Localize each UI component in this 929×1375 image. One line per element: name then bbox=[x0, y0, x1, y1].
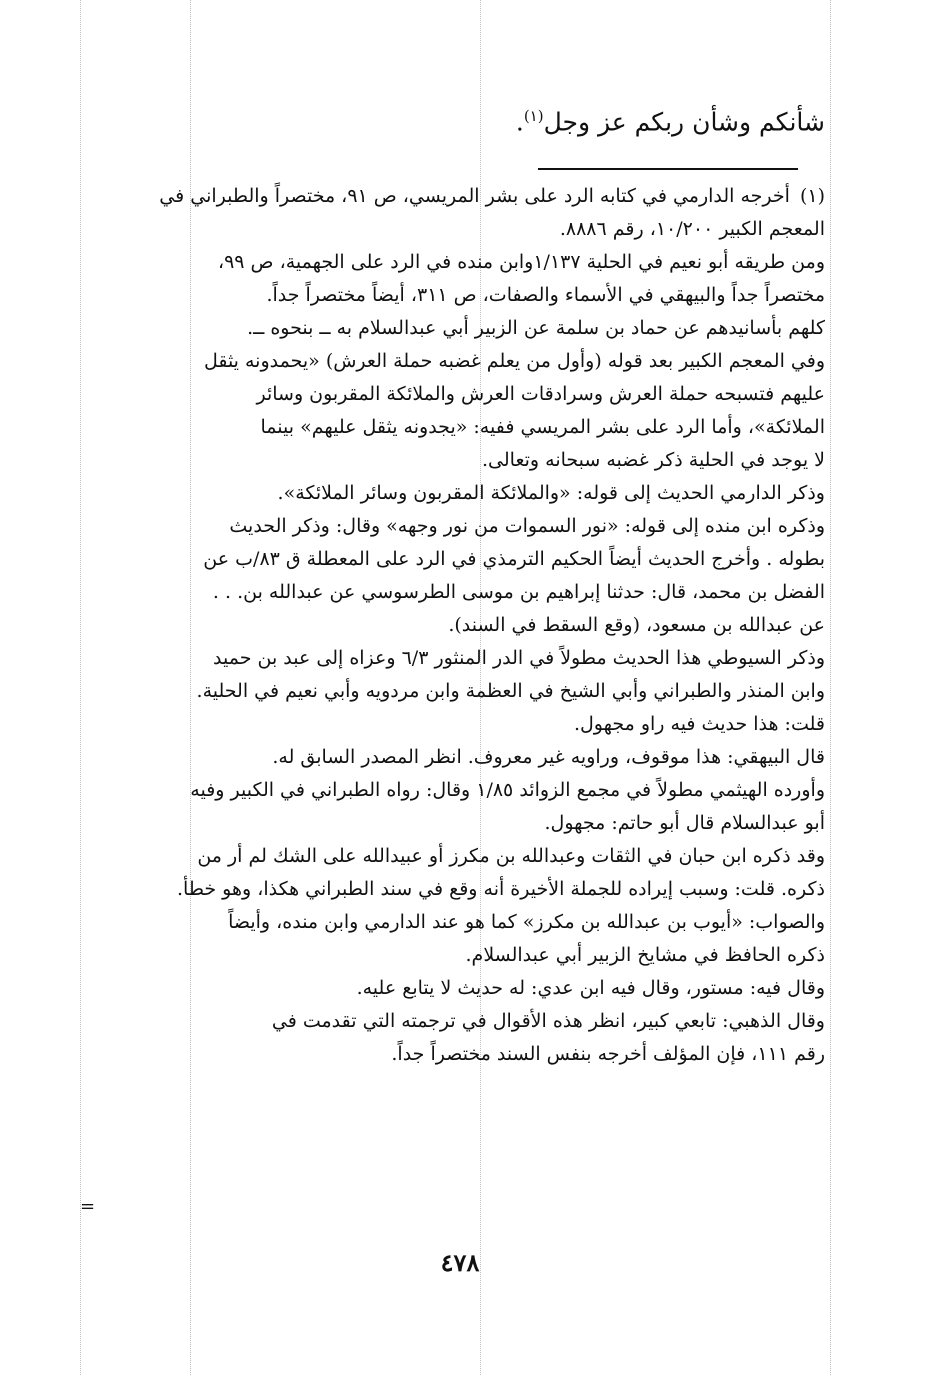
footnote-line: وقال الذهبي: تابعي كبير، انظر هذه الأقوال في ترجمته التي تقدمت في bbox=[271, 1010, 825, 1032]
footnote-line bbox=[105, 180, 825, 213]
footnote-number: (١) bbox=[799, 185, 825, 207]
footnote-line: وقد ذكره ابن حبان في الثقات وعبدالله بن مكرز أو عبيدالله على الشك لم أر من bbox=[197, 845, 825, 867]
footnote-line: وذكره ابن منده إلى قوله: «نور السموات من نور وجهه» وقال: وذكر الحديث bbox=[229, 515, 825, 537]
footnote-line: ومن طريقه أبو نعيم في الحلية ١/١٣٧وابن منده في الرد على الجهمية، ص ٩٩، bbox=[217, 251, 825, 273]
footnote-line: المعجم الكبير ١٠/٢٠٠، رقم ٨٨٨٦. bbox=[559, 218, 825, 240]
footnote-line: والصواب: «أيوب بن عبدالله بن مكرز» كما هو عند الدارمي وابن منده، وأيضاً bbox=[228, 911, 825, 933]
footnote-line: الملائكة»، وأما الرد على بشر المريسي ففيه: «يجدونه يثقل عليهم» بينما bbox=[260, 416, 825, 438]
footnote-line: الفضل بن محمد، قال: حدثنا إبراهيم بن موسى الطرسوسي عن عبدالله بن. . . bbox=[212, 581, 825, 603]
footnote-line: مختصراً جداً والبيهقي في الأسماء والصفات، ص ٣١١، أيضاً مختصراً جداً. bbox=[266, 284, 825, 306]
footnote-block bbox=[105, 180, 825, 1071]
guide-line-right bbox=[830, 0, 831, 1375]
footnote-line: لا يوجد في الحلية ذكر غضبه سبحانه وتعالى. bbox=[482, 449, 825, 471]
footnote-line: رقم ١١١، فإن المؤلف أخرجه بنفس السند مختصراً جداً. bbox=[391, 1043, 825, 1065]
footnote-line: وذكر الدارمي الحديث إلى قوله: «والملائكة المقربون وسائر الملائكة». bbox=[277, 482, 825, 504]
footnote-line: بطوله . وأخرج الحديث أيضاً الحكيم الترمذي في الرد على المعطلة ق ٨٣/ب عن bbox=[203, 548, 825, 570]
footnote-line: ذكره الحافظ في مشايخ الزبير أبي عبدالسلام. bbox=[465, 944, 825, 966]
main-text-body: شأنكم وشأن ربكم عز وجل bbox=[543, 107, 825, 137]
footnote-line: ذكره. قلت: وسبب إيراده للجملة الأخيرة أنه وقع في سند الطبراني هكذا، وهو خطأ. bbox=[176, 878, 825, 900]
footnote-reference: (١) bbox=[523, 107, 544, 125]
footnote-line-text: أخرجه الدارمي في كتابه الرد على بشر المريسي، ص ٩١، مختصراً والطبراني في bbox=[159, 185, 790, 207]
footnote-line: عليهم فتسبحه حملة العرش وسرادقات العرش والملائكة المقربون وسائر bbox=[256, 383, 825, 405]
page-number: ٤٧٨ bbox=[440, 1248, 480, 1277]
footnote-line: عن عبدالله بن مسعود، (وقع السقط في السند). bbox=[448, 614, 825, 636]
footnote-line: وذكر السيوطي هذا الحديث مطولاً في الدر المنثور ٦/٣ وعزاه إلى عبد بن حميد bbox=[213, 647, 825, 669]
guide-line-left bbox=[80, 0, 81, 1375]
footnote-line: كلهم بأسانيدهم عن حماد بن سلمة عن الزبير أبي عبدالسلام به ــ بنحوه ــ. bbox=[247, 317, 825, 339]
footnote-line: قلت: هذا حديث فيه راو مجهول. bbox=[573, 713, 825, 735]
footnote-separator bbox=[538, 168, 798, 170]
footnote-line: وأورده الهيثمي مطولاً في مجمع الزوائد ١/٨٥ وقال: رواه الطبراني في الكبير وفيه bbox=[190, 779, 825, 801]
footnote-line: قال البيهقي: هذا موقوف، وراويه غير معروف. انظر المصدر السابق له. bbox=[272, 746, 825, 768]
footnote-line: أبو عبدالسلام قال أبو حاتم: مجهول. bbox=[544, 812, 825, 834]
footnote-line: وقال فيه: مستور، وقال فيه ابن عدي: له حديث لا يتابع عليه. bbox=[356, 977, 825, 999]
footnote-line: وفي المعجم الكبير بعد قوله (وأول من يعلم غضبه حملة العرش) «يحمدونه يثقل bbox=[203, 350, 825, 372]
footnote-line: وابن المنذر والطبراني وأبي الشيخ في العظمة وابن مردويه وأبي نعيم في الحلية. bbox=[196, 680, 825, 702]
margin-mark: = bbox=[80, 1196, 96, 1217]
main-text bbox=[175, 96, 825, 142]
main-text-end: . bbox=[515, 107, 524, 137]
